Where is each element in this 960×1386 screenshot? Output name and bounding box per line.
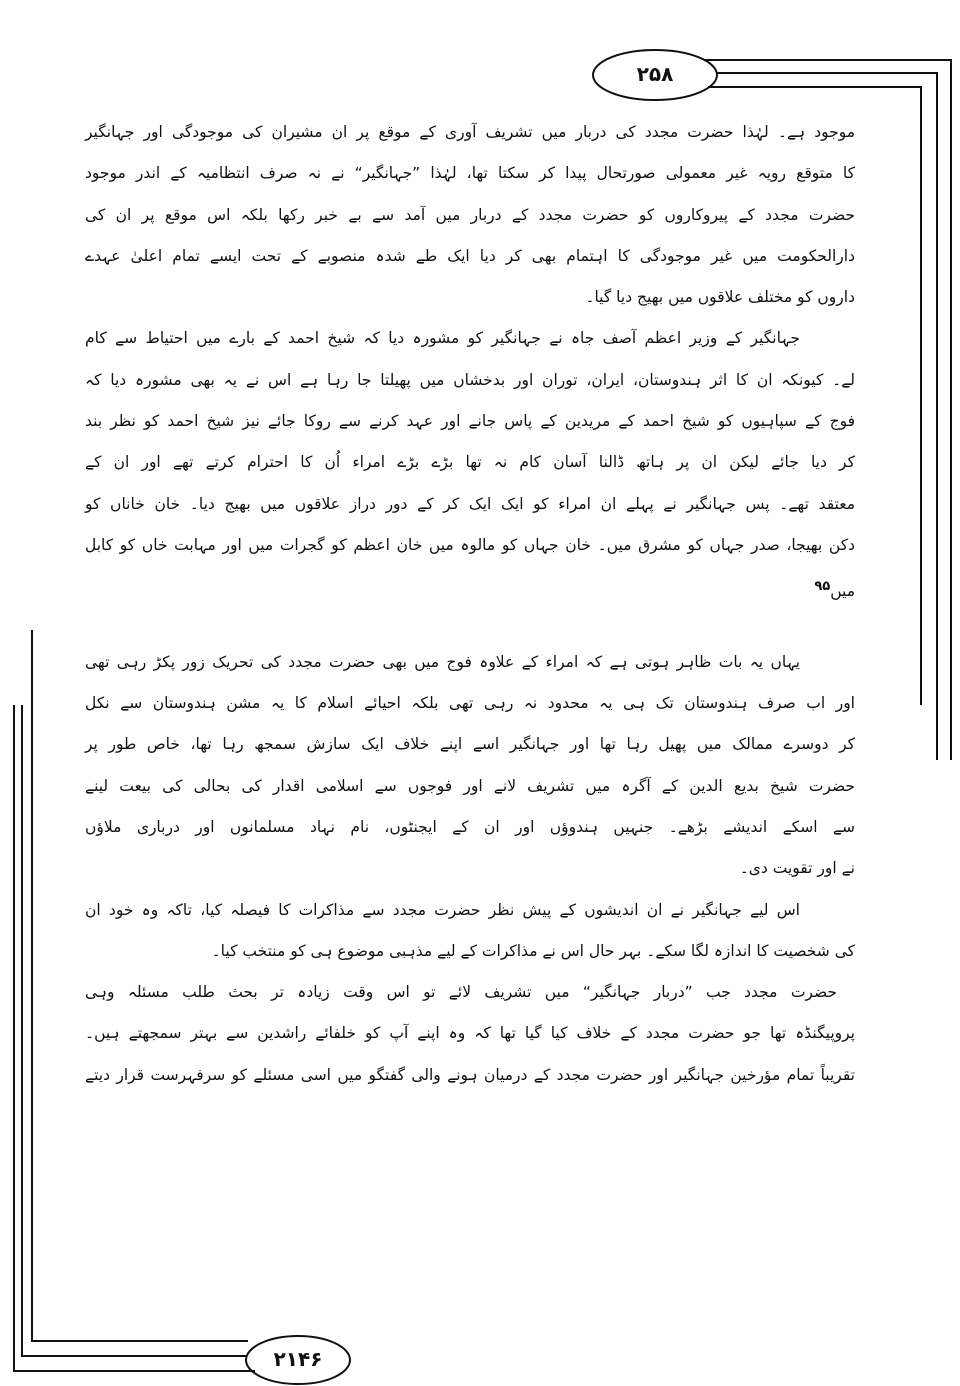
- text-line-content: داروں کو مختلف علاقوں میں بھیج دیا گیا۔: [585, 288, 855, 307]
- text-line: [85, 1055, 855, 1096]
- text-line-content: موجود ہے۔ لہٰذا حضرت مجدد کی دربار میں تشریف آوری کے موقع پر ان مشیران کی موجودگی اور جہانگیر: [85, 123, 855, 141]
- paragraph: [85, 890, 855, 973]
- text-line-content: فوج کے سپاہیوں کو شیخ احمد کے مریدین کے پاس جانے اور عہد کرنے سے روکا جائے نیز شیخ احمد کو نظر بند: [85, 412, 855, 431]
- text-line: [85, 112, 855, 153]
- text-line-content: لے۔ کیونکہ ان کا اثر ہندوستان، ایران، توران اور بدخشاں میں پھیلتا جا رہا ہے اس نے یہ بھی مشورہ دیا کہ: [85, 370, 855, 389]
- text-line: [85, 236, 855, 277]
- text-line: [85, 807, 855, 848]
- text-line-content: یہاں یہ بات ظاہر ہوتی ہے کہ امراء کے علاوہ فوج میں بھی حضرت مجدد کی تحریک زور پکڑ رہی تھی: [85, 652, 800, 671]
- text-line: [85, 318, 855, 359]
- text-line: [85, 1013, 855, 1054]
- paragraph: [85, 318, 855, 612]
- text-line-content: کی شخصیت کا اندازہ لگا سکے۔ بہر حال اس نے مذاکرات کے لیے مذہبی موضوع ہی کو منتخب کیا۔: [211, 941, 855, 960]
- text-line: [85, 642, 855, 683]
- text-line-content: جہانگیر کے وزیر اعظم آصف جاہ نے جہانگیر کو مشورہ دیا کہ شیخ احمد کے بارے میں احتیاط سے کام: [85, 329, 800, 348]
- text-line-content: میں: [830, 582, 855, 601]
- top-page-number: ۲۵۸: [636, 62, 674, 86]
- text-line: [85, 153, 855, 194]
- text-line-content: حضرت شیخ بدیع الدین کے آگرہ میں تشریف لانے اور فوجوں سے اسلامی اقدار کی بحالی کی بیعت لینے: [85, 776, 855, 795]
- text-line: [85, 766, 855, 807]
- text-line-content: اور اب صرف ہندوستان تک ہی یہ محدود نہ رہی تھی بلکہ احیائے اسلام کا یہ مشن ہندوستان سے نکل: [85, 694, 855, 713]
- text-line: [85, 195, 855, 236]
- text-line-content: کا متوقع رویہ غیر معمولی صورتحال پیدا کر سکتا تھا، لہٰذا ”جہانگیر“ نے نہ صرف انتظامیہ کے اندر موجود: [85, 164, 855, 183]
- footnote-reference: ۹۵: [814, 579, 831, 595]
- paragraph: [85, 112, 855, 318]
- text-line-content: پروپیگنڈہ تھا جو حضرت مجدد کے خلاف کیا گیا تھا کہ وہ اپنے آپ کو خلفائے راشدین سے بہتر سمجھتے ہیں۔: [85, 1024, 855, 1043]
- paragraph: [85, 972, 855, 1096]
- text-line: [85, 442, 855, 483]
- text-line-content: سے اسکے اندیشے بڑھے۔ جنہیں ہندوؤں اور ان کے ایجنٹوں، نام نہاد مسلمانوں اور درباری ملاؤں: [85, 817, 855, 836]
- text-line: [85, 683, 855, 724]
- text-line: [85, 277, 855, 318]
- text-line: [85, 848, 855, 889]
- text-line-content: کر دوسرے ممالک میں پھیل رہا تھا اور جہانگیر اسے اپنے خلاف ایک سازش سمجھ رہا تھا، خاص طور پر: [85, 735, 855, 754]
- paragraph: [85, 642, 855, 890]
- text-line: [85, 724, 855, 765]
- text-line-content: اس لیے جہانگیر نے ان اندیشوں کے پیش نظر حضرت مجدد سے مذاکرات کا فیصلہ کیا، تاکہ وہ خود ان: [85, 900, 800, 919]
- text-line-content: حضرت مجدد جب ”دربار جہانگیر“ میں تشریف لائے تو اس وقت زیادہ تر بحث طلب مسئلہ وہی: [85, 983, 837, 1002]
- text-line-content: معتقد تھے۔ پس جہانگیر نے پہلے ان امراء کو ایک ایک کر کے دور دراز علاقوں میں بھیج دیا۔ خان خاناں کو: [85, 494, 855, 513]
- text-line-content: دکن بھیجا، صدر جہاں کو مشرق میں۔ خان جہاں کو مالوہ میں خان اعظم کو گجرات میں اور مہابت خاں کو کابل: [85, 535, 855, 554]
- bottom-page-number: ۲۱۴۶: [273, 1347, 323, 1371]
- text-line-content: دارالحکومت میں غیر موجودگی کا اہتمام بھی کر دیا ایک طے شدہ منصوبے کے تحت ایسے تمام اعلیٰ عہدے: [85, 246, 855, 265]
- text-line-content: حضرت مجدد کے پیروکاروں کو حضرت مجدد کے دربار میں آمد سے بے خبر رکھا بلکہ اس موقع پر ان کی: [85, 205, 855, 224]
- text-line: [85, 890, 855, 931]
- text-line: [85, 566, 855, 612]
- text-line-content: تقریباً تمام مؤرخین جہانگیر اور حضرت مجدد کے درمیان ہونے والی گفتگو میں اسی مسئلے کو سرفہرست قرار دیتے: [85, 1065, 855, 1084]
- text-line: [85, 931, 855, 972]
- text-line: [85, 525, 855, 566]
- text-line: [85, 972, 855, 1013]
- document-body: [85, 112, 855, 1096]
- text-line: [85, 401, 855, 442]
- text-line: [85, 360, 855, 401]
- text-line-content: نے اور تقویت دی۔: [739, 859, 855, 878]
- text-line-content: کر دیا جائے لیکن ان پر ہاتھ ڈالنا آسان کام نہ تھا بڑے بڑے امراء اُن کا احترام کرتے تھے اور ان کے: [85, 453, 855, 472]
- text-line: [85, 484, 855, 525]
